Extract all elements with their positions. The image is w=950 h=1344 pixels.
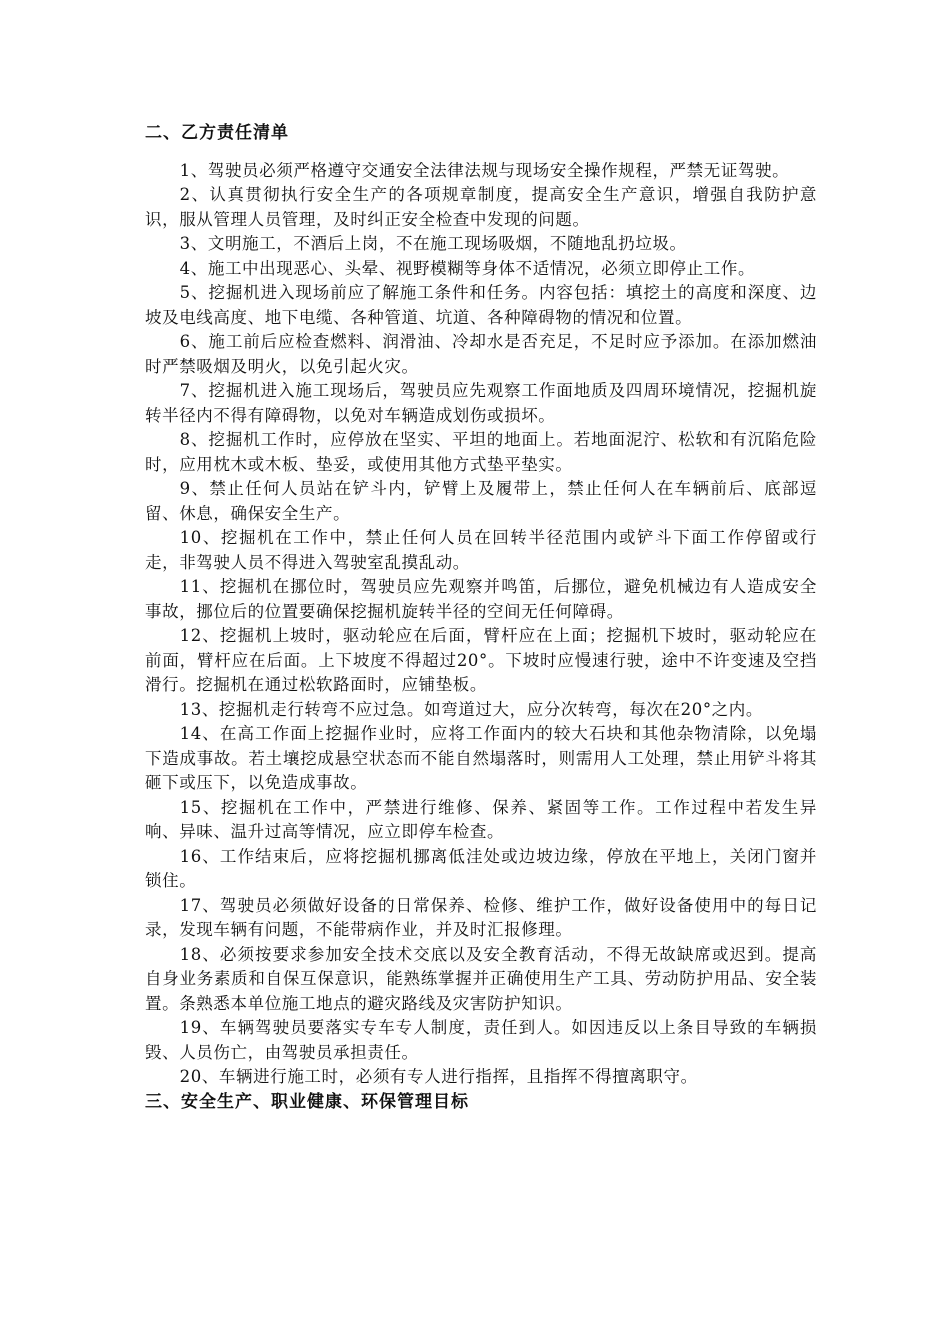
document-body	[145, 121, 817, 1114]
list-item-16: 16、工作结束后，应将挖掘机挪离低洼处或边坡边缘，停放在平地上，关闭门窗并锁住。	[145, 846, 817, 890]
list-item-15: 15、挖掘机在工作中，严禁进行维修、保养、紧固等工作。工作过程中若发生异响、异味、温升过高等情况，应立即停车检查。	[145, 797, 817, 841]
list-item-12: 12、挖掘机上坡时，驱动轮应在后面，臂杆应在上面；挖掘机下坡时，驱动轮应在前面，臂杆应在后面。上下坡度不得超过20°。下坡时应慢速行驶，途中不许变速及空挡滑行。挖掘机在通过松软路面时，应铺垫板。	[145, 626, 817, 694]
list-item-5: 5、挖掘机进入现场前应了解施工条件和任务。内容包括：填挖土的高度和深度、边坡及电线高度、地下电缆、各种管道、坑道、各种障碍物的情况和位置。	[145, 283, 817, 327]
list-item-3: 3、文明施工，不酒后上岗，不在施工现场吸烟，不随地乱扔垃圾。	[179, 234, 687, 253]
list-item-18: 18、必须按要求参加安全技术交底以及安全教育活动，不得无故缺席或迟到。提高自身业务素质和自保互保意识，能熟练掌握并正确使用生产工具、劳动防护用品、安全装置。条熟悉本单位施工地点的避灾路线及灾害防护知识。	[145, 944, 817, 1013]
list-item-11: 11、挖掘机在挪位时，驾驶员应先观察并鸣笛，后挪位，避免机械边有人造成安全事故，挪位后的位置要确保挖掘机旋转半径的空间无任何障碍。	[145, 577, 817, 621]
list-item-14: 14、在高工作面上挖掘作业时，应将工作面内的较大石块和其他杂物清除，以免塌下造成事故。若土壤挖成悬空状态而不能自然塌落时，则需用人工处理，禁止用铲斗将其砸下或压下，以免造成事故。	[145, 724, 817, 792]
list-item-7: 7、挖掘机进入施工现场后，驾驶员应先观察工作面地质及四周环境情况，挖掘机旋转半径内不得有障碍物，以免对车辆造成划伤或损坏。	[145, 381, 817, 425]
list-item-17: 17、驾驶员必须做好设备的日常保养、检修、维护工作，做好设备使用中的每日记录，发现车辆有问题，不能带病作业，并及时汇报修理。	[145, 895, 817, 939]
list-item-4: 4、施工中出现恶心、头晕、视野模糊等身体不适情况，必须立即停止工作。	[179, 258, 756, 278]
list-item-20: 20、车辆进行施工时，必须有专人进行指挥，且指挥不得擅离职守。	[179, 1067, 698, 1086]
responsibility-list	[145, 159, 817, 1090]
list-item-1: 1、驾驶员必须严格遵守交通安全法律法规与现场安全操作规程，严禁无证驾驶。	[179, 160, 790, 180]
section-3-heading: 三、安全生产、职业健康、环保管理目标	[145, 1091, 469, 1112]
list-item-2: 2、认真贯彻执行安全生产的各项规章制度，提高安全生产意识，增强自我防护意识，服从管理人员管理，及时纠正安全检查中发现的问题。	[145, 185, 817, 229]
list-item-10: 10、挖掘机在工作中，禁止任何人员在回转半径范围内或铲斗下面工作停留或行走，非驾驶人员不得进入驾驶室乱摸乱动。	[145, 528, 817, 572]
list-item-6: 6、施工前后应检查燃料、润滑油、冷却水是否充足，不足时应予添加。在添加燃油时严禁吸烟及明火，以免引起火灾。	[145, 332, 817, 376]
list-item-8: 8、挖掘机工作时，应停放在坚实、平坦的地面上。若地面泥泞、松软和有沉陷危险时，应用枕木或木板、垫妥，或使用其他方式垫平垫实。	[145, 430, 817, 474]
list-item-13: 13、挖掘机走行转弯不应过急。如弯道过大，应分次转弯，每次在20°之内。	[179, 699, 763, 719]
list-item-9: 9、禁止任何人员站在铲斗内，铲臂上及履带上，禁止任何人在车辆前后、底部逗留、休息，确保安全生产。	[145, 479, 817, 523]
section-2-heading: 二、乙方责任清单	[145, 123, 289, 143]
list-item-19: 19、车辆驾驶员要落实专车专人制度，责任到人。如因违反以上条目导致的车辆损毁、人员伤亡，由驾驶员承担责任。	[145, 1018, 817, 1062]
